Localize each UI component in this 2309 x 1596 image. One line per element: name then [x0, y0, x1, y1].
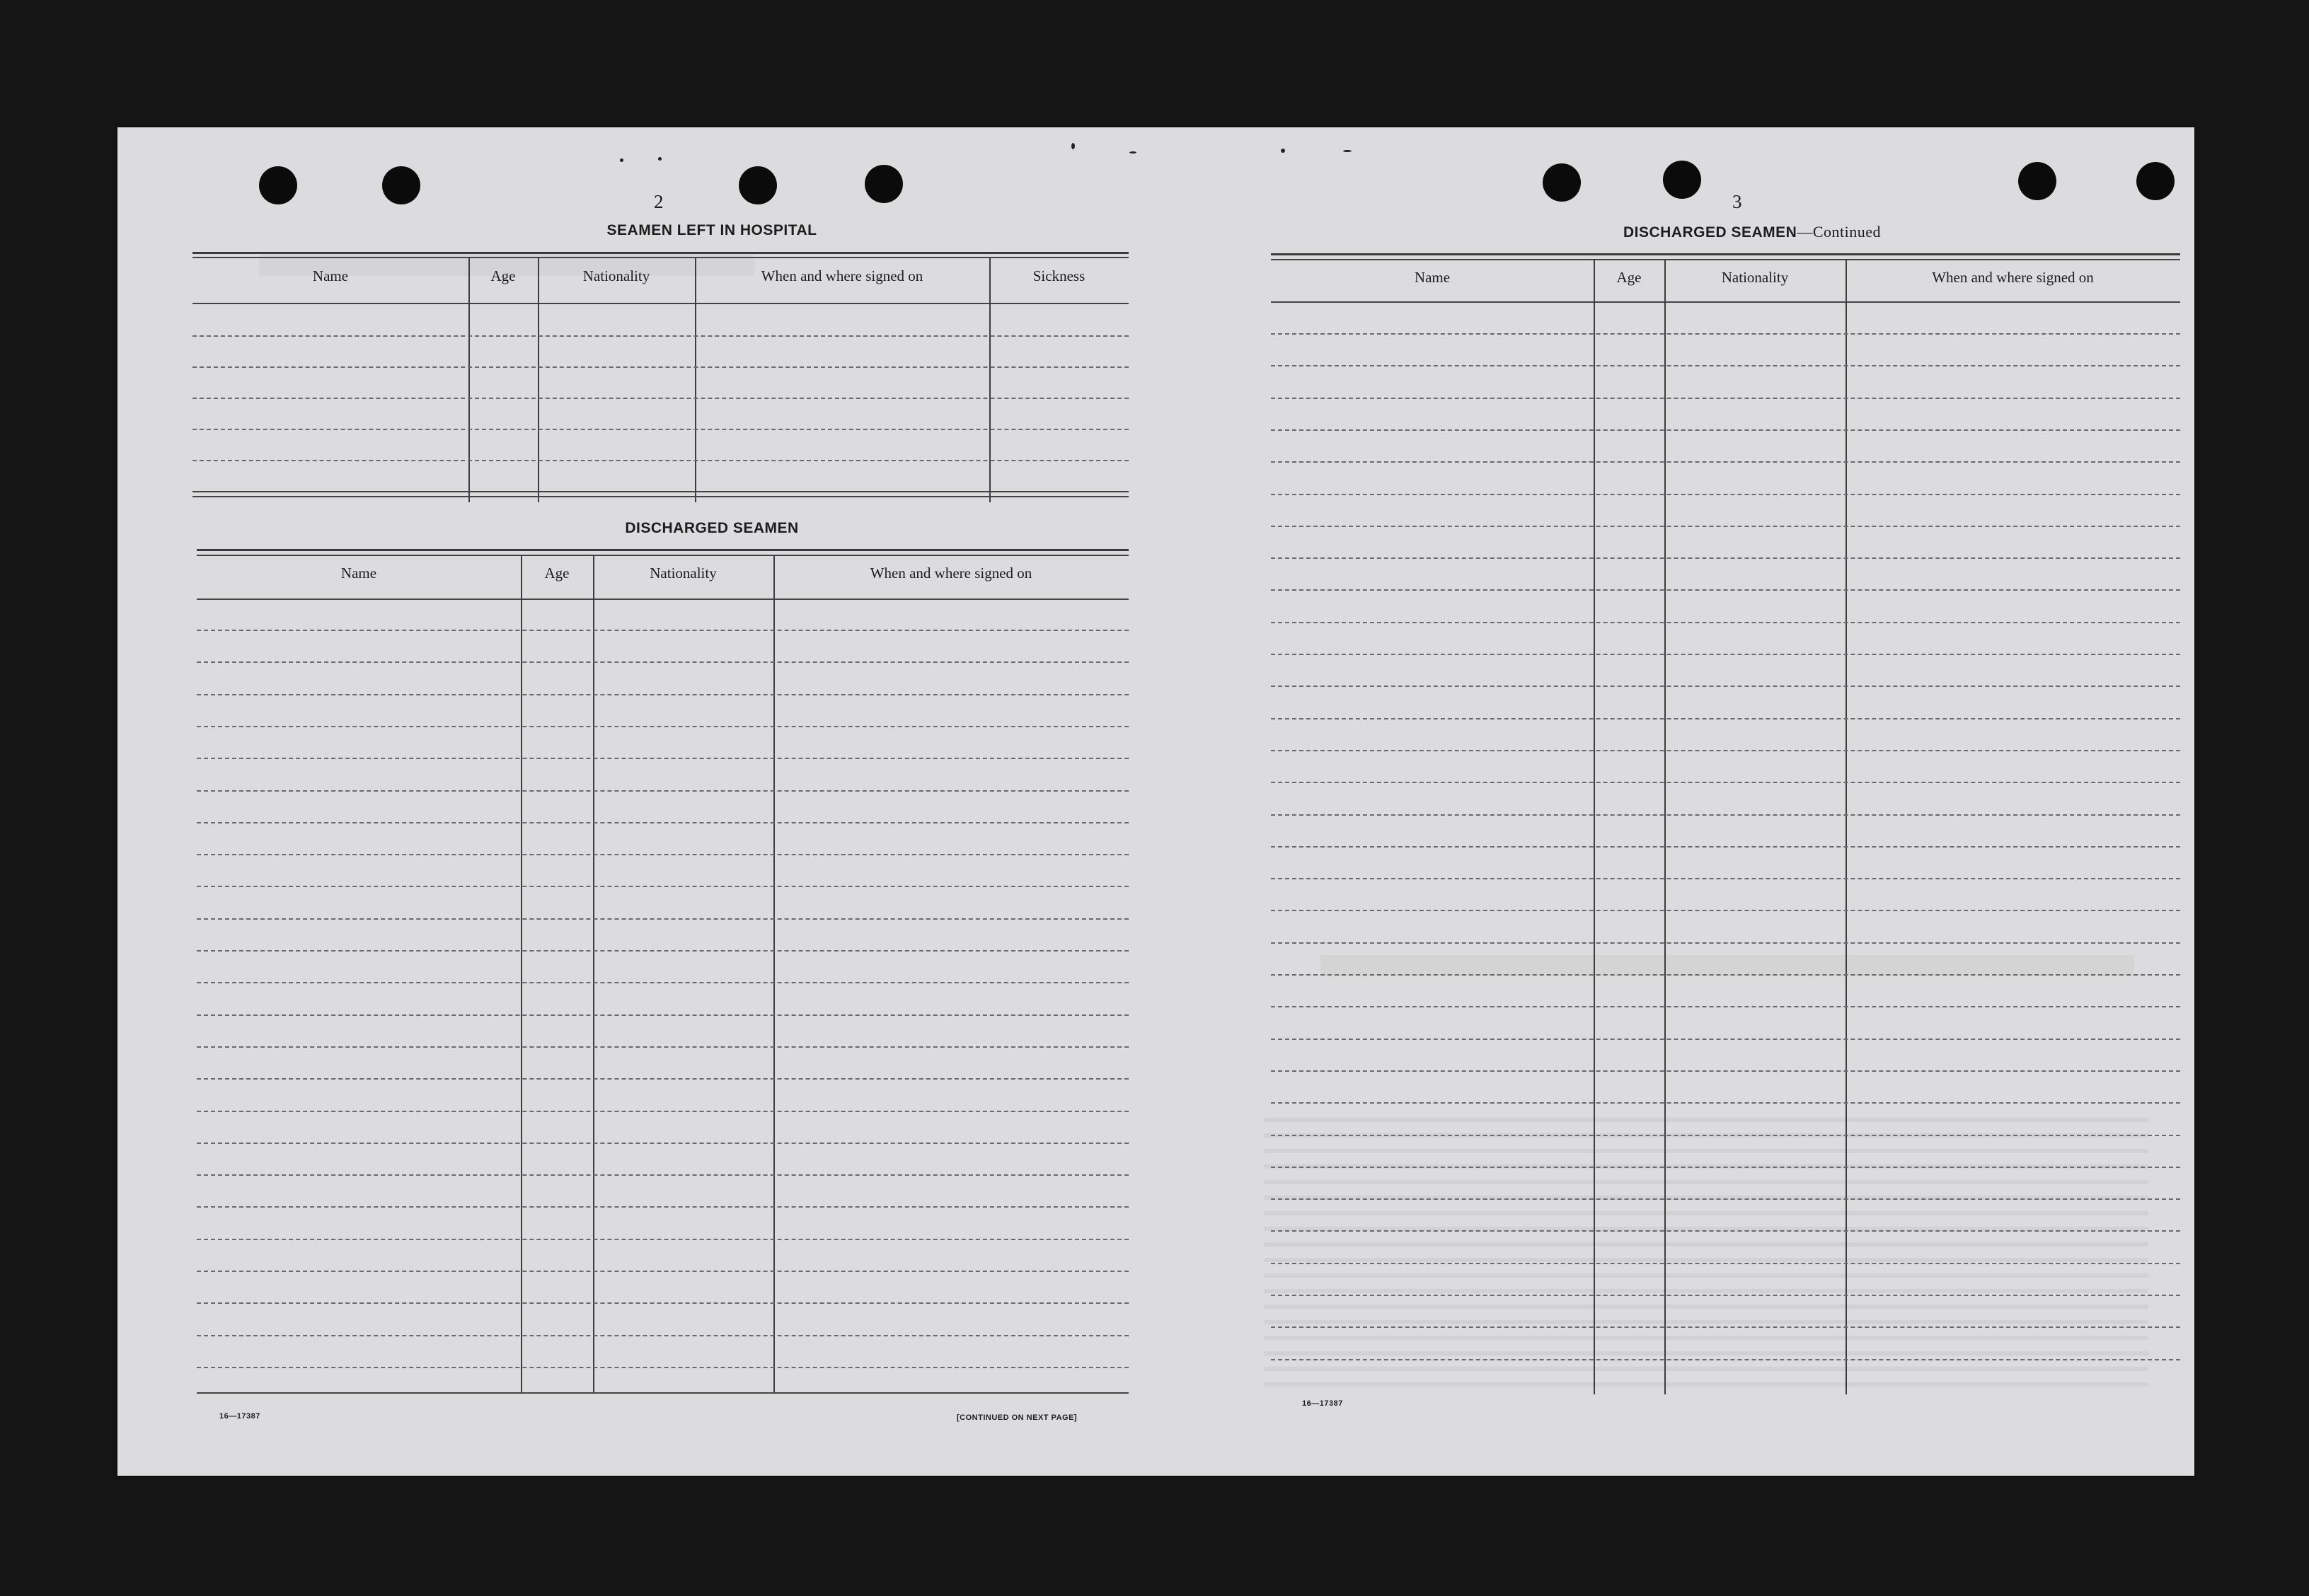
- table-row-line: [1271, 1039, 2180, 1040]
- col-header-sickness: Sickness: [1032, 267, 1086, 284]
- table-row-line: [1271, 1230, 2180, 1232]
- table-row-line: [197, 1302, 1129, 1304]
- table-row-line: [197, 950, 1129, 952]
- table-row-line: [1271, 1006, 2180, 1007]
- table-row-line: [1271, 686, 2180, 687]
- ink-speck: [658, 157, 662, 161]
- table-row-line: [1271, 1102, 2180, 1104]
- table-top-rule: [192, 252, 1129, 254]
- punch-hole: [2018, 162, 2056, 200]
- table-row-line: [1271, 365, 2180, 366]
- punch-hole: [865, 165, 903, 203]
- ink-speck: [1071, 143, 1075, 149]
- table-top-rule: [1271, 259, 2180, 260]
- table-row-line: [1271, 429, 2180, 431]
- table-top-rule: [197, 549, 1129, 551]
- page-number-left: 2: [654, 191, 664, 212]
- table-bottom-rule: [197, 1392, 1129, 1394]
- table-row-line: [1271, 654, 2180, 655]
- col-header-signed-on: When and where signed on: [761, 267, 923, 284]
- col-header-nationality: Nationality: [650, 565, 717, 582]
- table-row-line: [197, 758, 1129, 759]
- table-row-line: [1271, 1326, 2180, 1328]
- hospital-section-title: SEAMEN LEFT IN HOSPITAL: [606, 222, 817, 238]
- col-header-age: Age: [490, 267, 516, 284]
- table-row-line: [1271, 1359, 2180, 1360]
- table-row-line: [197, 1271, 1129, 1272]
- table-row-line: [197, 1046, 1129, 1048]
- col-header-signed-on: When and where signed on: [1932, 269, 2094, 286]
- form-number-left: 16—17387: [219, 1412, 260, 1421]
- table-row-line: [192, 429, 1129, 430]
- discharged-continued-title-text: DISCHARGED SEAMEN: [1623, 224, 1797, 241]
- table-row-line: [1271, 494, 2180, 495]
- table-row-line: [1271, 526, 2180, 527]
- punch-hole: [739, 166, 777, 204]
- table-row-line: [192, 335, 1129, 337]
- table-row-line: [1271, 942, 2180, 944]
- ink-speck: [620, 158, 623, 162]
- header-bottom-rule: [192, 303, 1129, 304]
- table-row-line: [197, 630, 1129, 631]
- table-row-line: [1271, 1070, 2180, 1072]
- table-row-line: [1271, 589, 2180, 591]
- column-divider: [538, 258, 539, 502]
- table-row-line: [1271, 878, 2180, 879]
- table-row-line: [197, 726, 1129, 727]
- col-header-nationality: Nationality: [1721, 269, 1789, 286]
- punch-hole: [382, 166, 420, 204]
- col-header-age: Age: [1616, 269, 1642, 286]
- col-header-name: Name: [1414, 269, 1451, 286]
- column-divider: [468, 258, 470, 502]
- ink-speck: [1129, 151, 1136, 154]
- discharged-table-left: [197, 549, 1129, 1412]
- table-bottom-rule: [192, 491, 1129, 492]
- table-row-line: [192, 398, 1129, 399]
- header-bottom-rule: [197, 598, 1129, 600]
- col-header-nationality: Nationality: [582, 267, 650, 284]
- table-row-line: [197, 1014, 1129, 1016]
- table-row-line: [1271, 622, 2180, 623]
- table-row-line: [197, 854, 1129, 855]
- continued-suffix: —Continued: [1797, 223, 1882, 241]
- table-row-line: [1271, 750, 2180, 751]
- table-row-line: [1271, 814, 2180, 816]
- col-header-name: Name: [312, 267, 349, 284]
- discharged-table-right: [1271, 253, 2180, 1399]
- table-row-line: [1271, 333, 2180, 335]
- table-row-line: [197, 694, 1129, 695]
- punch-hole: [2136, 162, 2175, 200]
- table-row-line: [1271, 782, 2180, 783]
- table-row-line: [197, 1078, 1129, 1080]
- table-row-line: [1271, 1135, 2180, 1136]
- ink-speck: [1343, 150, 1352, 152]
- table-row-line: [1271, 398, 2180, 399]
- table-row-line: [197, 822, 1129, 823]
- table-row-line: [1271, 974, 2180, 976]
- ink-speck: [1281, 149, 1285, 153]
- discharged-section-title: DISCHARGED SEAMEN: [625, 520, 799, 536]
- col-header-age: Age: [544, 565, 570, 582]
- column-divider: [989, 258, 991, 502]
- table-row-line: [192, 366, 1129, 368]
- table-row-line: [197, 1239, 1129, 1240]
- table-row-line: [197, 918, 1129, 920]
- page-number-right: 3: [1732, 191, 1742, 212]
- table-row-line: [1271, 910, 2180, 911]
- table-row-line: [197, 1174, 1129, 1176]
- table-bottom-rule: [192, 496, 1129, 497]
- discharged-continued-title: [1554, 223, 1950, 241]
- table-row-line: [197, 982, 1129, 983]
- table-row-line: [197, 1367, 1129, 1368]
- punch-hole: [259, 166, 297, 204]
- table-top-rule: [1271, 253, 2180, 255]
- form-number-right: 16—17387: [1302, 1399, 1343, 1408]
- table-row-line: [1271, 1295, 2180, 1296]
- col-header-name: Name: [340, 565, 377, 582]
- table-row-line: [197, 661, 1129, 663]
- table-row-line: [1271, 846, 2180, 848]
- continued-note: [CONTINUED ON NEXT PAGE]: [957, 1413, 1078, 1422]
- column-divider: [593, 555, 594, 1392]
- header-bottom-rule: [1271, 301, 2180, 303]
- table-row-line: [192, 460, 1129, 461]
- table-top-rule: [197, 555, 1129, 556]
- scanned-document-sheet: [117, 127, 2194, 1476]
- table-row-line: [197, 1111, 1129, 1112]
- table-row-line: [1271, 461, 2180, 463]
- table-row-line: [1271, 1167, 2180, 1168]
- table-row-line: [197, 1206, 1129, 1208]
- table-row-line: [197, 1143, 1129, 1144]
- punch-hole: [1543, 163, 1581, 202]
- table-row-line: [197, 1335, 1129, 1336]
- column-divider: [773, 555, 775, 1392]
- table-row-line: [1271, 557, 2180, 559]
- table-row-line: [197, 790, 1129, 792]
- column-divider: [521, 555, 522, 1392]
- table-row-line: [197, 886, 1129, 887]
- column-divider: [695, 258, 696, 502]
- table-row-line: [1271, 1263, 2180, 1264]
- col-header-signed-on: When and where signed on: [870, 565, 1032, 582]
- punch-hole: [1663, 161, 1701, 199]
- table-top-rule: [192, 257, 1129, 258]
- table-row-line: [1271, 718, 2180, 719]
- table-row-line: [1271, 1198, 2180, 1200]
